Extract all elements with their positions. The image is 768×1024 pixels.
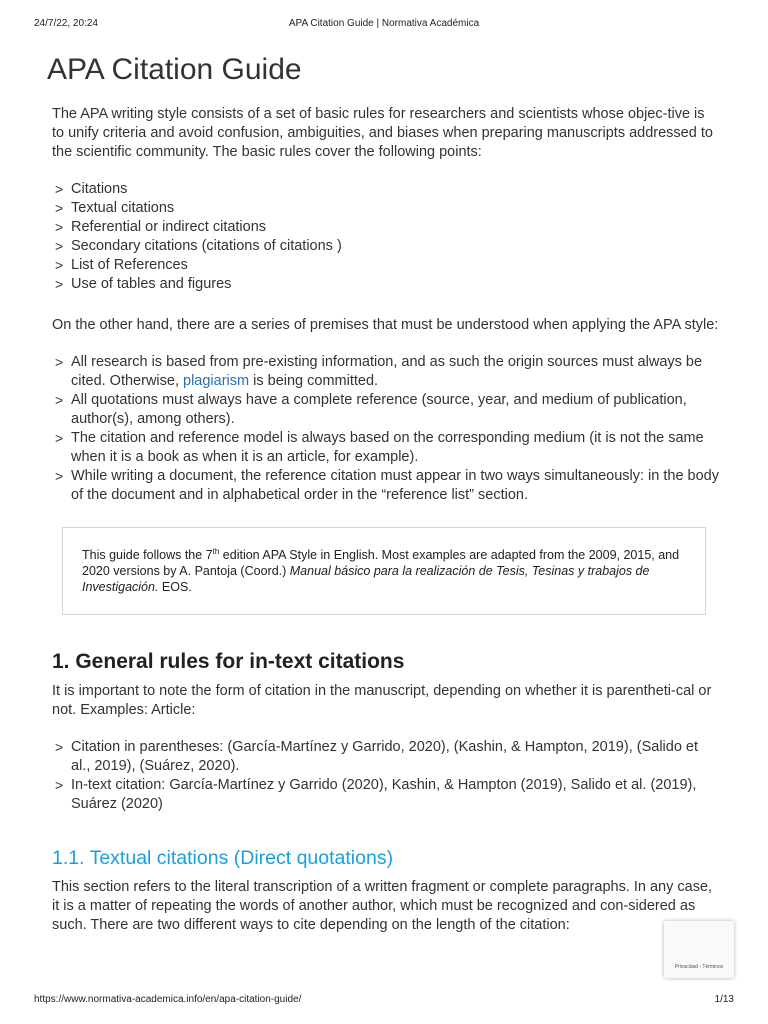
list-item: > All research is based from pre-existing information, and as such the origin sources must always be cited. Otherwise, plagiarism is being committed. [55, 354, 703, 389]
chevron-right-icon: > [55, 468, 64, 484]
list-item: > All quotations must always have a complete reference (source, year, and medium of publication, author(s), among others). [55, 392, 687, 427]
chevron-right-icon: > [55, 392, 64, 408]
rules-list [52, 180, 720, 294]
citation-examples-list [52, 738, 720, 814]
chevron-right-icon: > [55, 200, 64, 216]
intro-paragraph: The APA writing style consists of a set of basic rules for researchers and scientists whose objec-tive is to unify criteria and avoid confusion, ambiguities, and biases when preparing manuscripts addressed to the scientific community. The basic rules cover the following points: [52, 106, 713, 160]
chevron-right-icon: > [55, 219, 64, 235]
list-item: > Referential or indirect citations [55, 219, 267, 235]
list-item: > Textual citations [55, 200, 175, 216]
chevron-right-icon: > [55, 238, 64, 254]
chevron-right-icon: > [55, 430, 64, 446]
page-title: APA Citation Guide [47, 53, 302, 86]
list-item: > List of References [55, 257, 188, 273]
section-heading-general-rules: 1. General rules for in-text citations [52, 650, 405, 674]
edition-note-box: This guide follows the 7th edition APA Style in English. Most examples are adapted from the 2009, 2015, and 2020 versions by A. Pantoja (Coord.) Manual básico para la realización de Tesis, Tesinas y trabajos de Investigación. EOS. [62, 527, 706, 615]
recaptcha-badge[interactable] [664, 921, 734, 978]
chevron-right-icon: > [55, 181, 64, 197]
list-item: > Secondary citations (citations of citations ) [55, 238, 342, 254]
list-item: > Use of tables and figures [55, 276, 232, 292]
subsection-paragraph: This section refers to the literal transcription of a written fragment or complete paragraphs. In any case, it is a matter of repeating the words of another author, which must be recognized and con-sidered as such. There are two different ways to cite depending on the length of the citation: [52, 879, 713, 934]
premises-list [52, 353, 720, 505]
premises-intro-paragraph: On the other hand, there are a series of premises that must be understood when applying the APA style: [52, 317, 719, 333]
print-datetime: 24/7/22, 20:24 [34, 18, 98, 29]
list-item: > While writing a document, the reference citation must appear in two ways simultaneously: in the body of the document and in alphabetical order in the “reference list” section. [55, 468, 719, 503]
list-item: > In-text citation: García-Martínez y Garrido (2020), Kashin, & Hampton (2019), Salido et al. (2019), Suárez (2020) [55, 777, 697, 813]
page-url: https://www.normativa-academica.info/en/apa-citation-guide/ [34, 994, 302, 1005]
list-item: > Citation in parentheses: (García-Martínez y Garrido, 2020), (Kashin, & Hampton, 2019), (Salido et al., 2019), (Suárez, 2020). [55, 739, 699, 775]
plagiarism-link[interactable]: plagiarism [183, 373, 250, 389]
chevron-right-icon: > [55, 777, 64, 794]
print-document-title: APA Citation Guide | Normativa Académica [288, 18, 480, 29]
page-number: 1/13 [714, 994, 734, 1005]
article-content [47, 50, 720, 935]
recaptcha-privacy-terms[interactable]: Privacidad - Términos [674, 964, 724, 970]
list-item: > Citations [55, 181, 128, 197]
chevron-right-icon: > [55, 276, 64, 292]
subsection-heading-textual-citations: 1.1. Textual citations (Direct quotations) [52, 847, 394, 870]
chevron-right-icon: > [55, 354, 64, 370]
chevron-right-icon: > [55, 739, 64, 756]
chevron-right-icon: > [55, 257, 64, 273]
section-paragraph: It is important to note the form of citation in the manuscript, depending on whether it is parentheti-cal or not. Examples: Article: [52, 683, 712, 719]
list-item: > The citation and reference model is always based on the corresponding medium (it is not the same when it is a book as when it is an article, for example). [55, 430, 704, 465]
